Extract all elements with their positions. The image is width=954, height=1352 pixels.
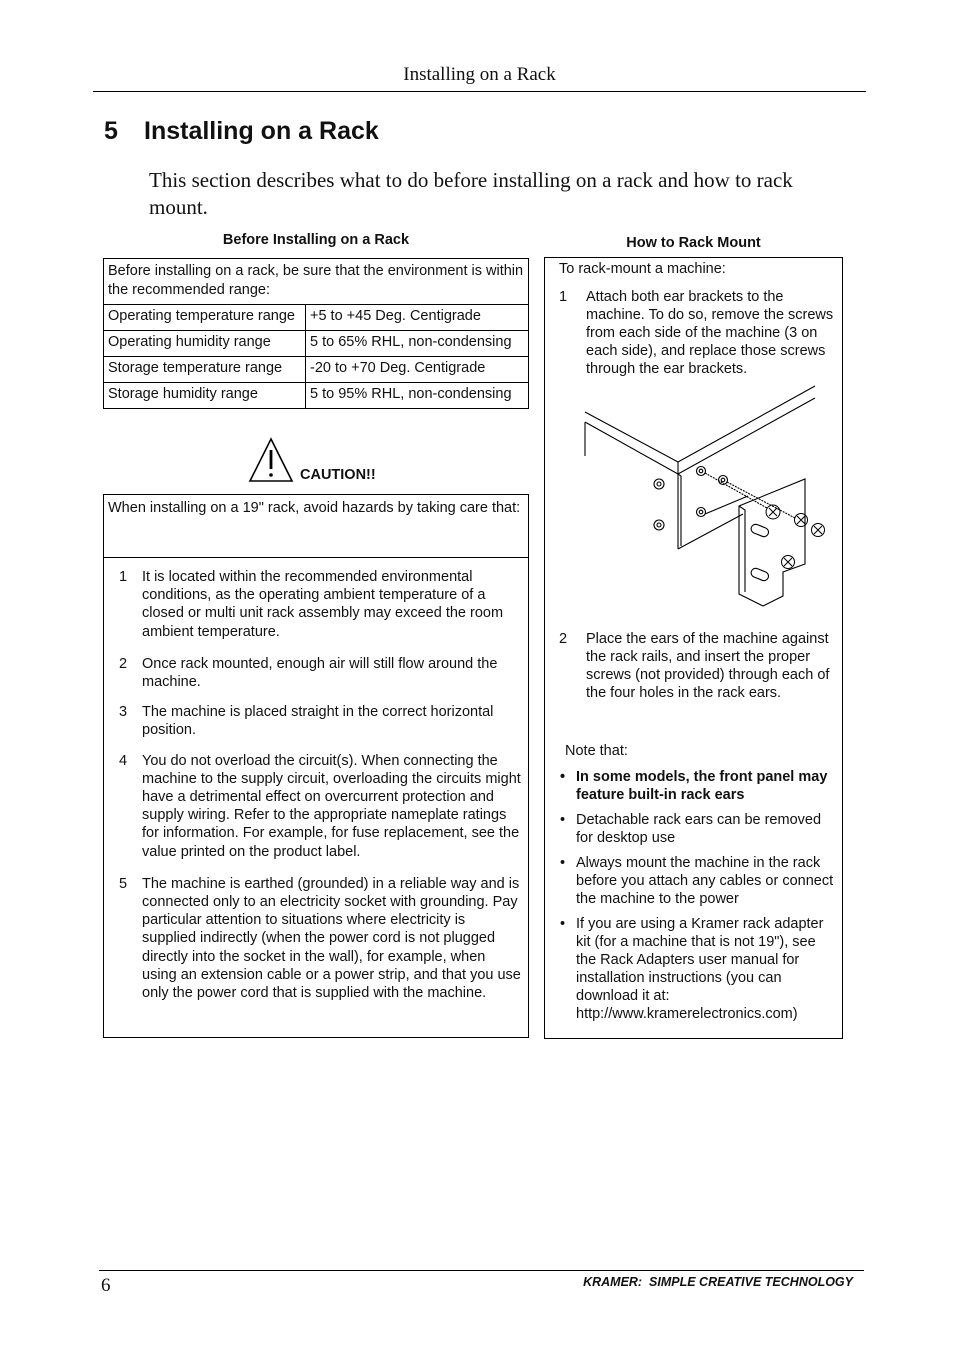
footer-brand: KRAMER: SIMPLE CREATIVE TECHNOLOGY [583, 1275, 853, 1289]
hazard-intro: When installing on a 19" rack, avoid hazards by taking care that: [104, 495, 528, 558]
mount-box [544, 257, 843, 1039]
table-row [104, 331, 529, 357]
env-label: Operating temperature range [104, 305, 306, 331]
list-item [104, 703, 528, 739]
bullet: • [560, 769, 566, 785]
hazard-box [103, 494, 529, 1038]
footer-rule [99, 1270, 864, 1271]
step-text: Place the ears of the machine against the rack rails, and insert the proper screws (not provided) through each of the four holes in the rack ears. [586, 631, 830, 701]
note-label: Note that: [565, 743, 628, 759]
bullet: • [560, 916, 566, 932]
caution-label: CAUTION!! [300, 467, 376, 483]
running-header: Installing on a Rack [403, 64, 556, 85]
note-text: If you are using a Kramer rack adapter kit (for a machine that is not 19"), see the Rack Adapters user manual for installation instructions (you can download it at: http://www.kramerelectronics.com) [576, 916, 824, 1022]
list-item [104, 875, 528, 1002]
step-number: 1 [559, 289, 568, 305]
step-text: Attach both ear brackets to the machine. To do so, remove the screws from each side of the machine (3 on each side), and replace those screws through the ear brackets. [586, 289, 834, 377]
list-item [104, 568, 528, 641]
env-label: Operating humidity range [104, 331, 306, 357]
bullet: • [560, 812, 566, 828]
bullet: • [560, 855, 566, 871]
list-item [545, 768, 842, 804]
section-intro: This section describes what to do before installing on a rack and how to rack mount. [149, 168, 793, 219]
list-item [545, 811, 842, 847]
notes-list [545, 768, 842, 1030]
item-text: The machine is placed straight in the correct horizontal position. [142, 704, 494, 739]
env-value: +5 to +45 Deg. Centigrade [306, 305, 529, 331]
item-text: Once rack mounted, enough air will still flow around the machine. [142, 655, 498, 691]
table-row [104, 357, 529, 383]
table-row [104, 383, 529, 409]
env-value: -20 to +70 Deg. Centigrade [306, 357, 529, 383]
hazard-list [104, 558, 528, 1002]
page-number: 6 [101, 1275, 111, 1296]
list-item [545, 854, 842, 908]
env-label: Storage temperature range [104, 357, 306, 383]
rack-ear-illustration [583, 384, 839, 614]
env-value: 5 to 65% RHL, non-condensing [306, 331, 529, 357]
item-number: 2 [119, 655, 128, 672]
note-text: Detachable rack ears can be removed for desktop use [576, 812, 822, 846]
section-title [104, 117, 379, 146]
item-number: 3 [119, 704, 128, 721]
env-value: 5 to 95% RHL, non-condensing [306, 383, 529, 409]
table-row [104, 305, 529, 331]
list-item [545, 915, 842, 1023]
mount-intro: To rack-mount a machine: [559, 261, 726, 277]
env-label: Storage humidity range [104, 383, 306, 409]
note-text: In some models, the front panel may feature built-in rack ears [576, 769, 828, 803]
before-installing-heading: Before Installing on a Rack [222, 232, 410, 248]
header-rule [93, 91, 866, 92]
environment-table [103, 258, 529, 409]
item-text: You do not overload the circuit(s). When connecting the machine to the supply circuit, overloading the circuits might have a detrimental effect on overcurrent protection and supply wiring. Refer to the appropriate nameplate ratings for information. For example, for fuse replacement, see the value printed on the product label. [142, 752, 521, 860]
item-text: The machine is earthed (grounded) in a reliable way and is connected only to an electricity socket with grounding. Pay particular attention to situations where electricity is supplied indirectly (when the power cord is not plugged directly into the socket in the wall), for example, when using an extension cable or a power strip, and that you use only the power cord that is supplied with the machine. [142, 875, 521, 1002]
list-item [104, 752, 528, 861]
section-number: 5 [104, 117, 118, 145]
list-item [104, 655, 528, 691]
item-text: It is located within the recommended environmental conditions, as the operating ambient temperature of a closed or multi unit rack assembly may exceed the room ambient temperature. [142, 569, 504, 640]
item-number: 5 [119, 875, 128, 892]
note-text: Always mount the machine in the rack before you attach any cables or connect the machine to the power [576, 855, 834, 907]
item-number: 4 [119, 752, 128, 769]
warning-triangle-icon [248, 437, 294, 483]
item-number: 1 [119, 569, 128, 585]
step-number: 2 [559, 631, 568, 647]
how-to-mount-heading: How to Rack Mount [626, 235, 761, 251]
environment-intro: Before installing on a rack, be sure that the environment is within the recommended range: [104, 259, 529, 305]
section-title-text: Installing on a Rack [144, 117, 379, 145]
